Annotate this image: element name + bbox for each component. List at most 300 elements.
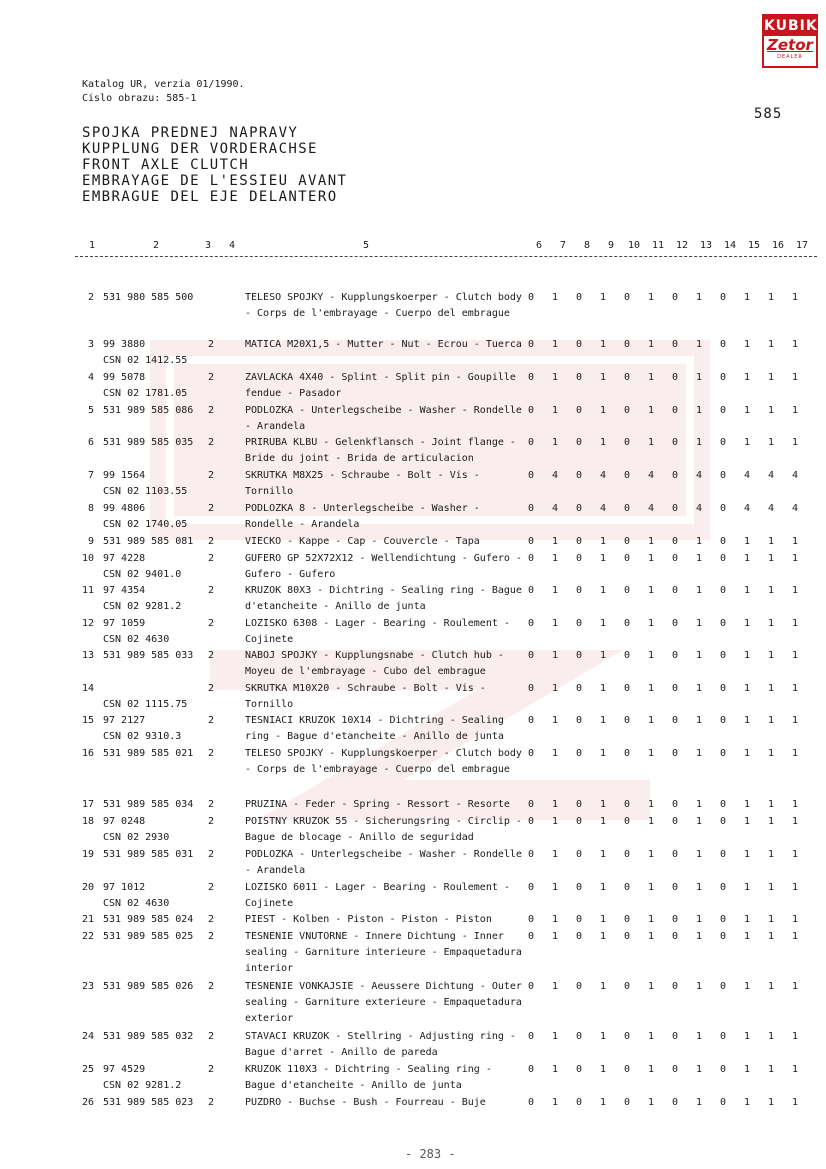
quantity-cell: 1 bbox=[599, 882, 607, 893]
quantity-cell: 1 bbox=[767, 1031, 775, 1042]
count-column: 2 bbox=[208, 585, 215, 596]
quantity-cell: 1 bbox=[791, 683, 799, 694]
figure-number: Cislo obrazu: 585-1 bbox=[82, 93, 197, 104]
quantity-cell: 1 bbox=[767, 683, 775, 694]
quantity-cell: 1 bbox=[767, 650, 775, 661]
count-column: 2 bbox=[208, 650, 215, 661]
quantity-cell: 1 bbox=[551, 1064, 559, 1075]
quantity-cell: 0 bbox=[671, 292, 679, 303]
quantity-cell: 1 bbox=[599, 1064, 607, 1075]
quantity-cell: 1 bbox=[767, 748, 775, 759]
quantity-cell: 1 bbox=[647, 931, 655, 942]
quantity-cell: 1 bbox=[599, 437, 607, 448]
quantity-cell: 0 bbox=[719, 683, 727, 694]
title-fr: EMBRAYAGE DE L'ESSIEU AVANT bbox=[82, 173, 348, 189]
quantity-cell: 4 bbox=[743, 470, 751, 481]
quantity-cell: 1 bbox=[551, 536, 559, 547]
quantity-cell: 1 bbox=[551, 715, 559, 726]
part-description: ZAVLACKA 4X40 - Splint - Split pin - Goupille fendue - Pasador bbox=[245, 372, 516, 399]
quantity-cell: 0 bbox=[719, 931, 727, 942]
quantity-cell: 0 bbox=[671, 981, 679, 992]
count-column: 2 bbox=[208, 553, 215, 564]
quantity-cell: 0 bbox=[719, 748, 727, 759]
part-code: 97 4354 CSN 02 9281.2 bbox=[103, 585, 182, 612]
part-code: 531 989 585 035 bbox=[103, 437, 194, 448]
quantity-cell: 1 bbox=[695, 882, 703, 893]
quantity-cell: 0 bbox=[623, 849, 631, 860]
quantity-cell: 1 bbox=[743, 683, 751, 694]
quantity-cell: 1 bbox=[791, 799, 799, 810]
quantity-cell: 0 bbox=[671, 470, 679, 481]
quantity-cell: 0 bbox=[719, 405, 727, 416]
quantity-cell: 1 bbox=[743, 553, 751, 564]
quantity-cell: 0 bbox=[575, 1064, 583, 1075]
quantity-cell: 1 bbox=[647, 981, 655, 992]
position-number: 8 bbox=[87, 503, 94, 514]
quantity-cell: 0 bbox=[575, 882, 583, 893]
quantity-cell: 1 bbox=[695, 981, 703, 992]
position-number: 3 bbox=[87, 339, 94, 350]
quantity-cell: 0 bbox=[719, 292, 727, 303]
count-column: 2 bbox=[208, 536, 215, 547]
position-number: 12 bbox=[81, 618, 94, 629]
quantity-cell: 0 bbox=[527, 1031, 535, 1042]
quantity-cell: 0 bbox=[623, 437, 631, 448]
quantity-cell: 0 bbox=[719, 536, 727, 547]
quantity-cell: 0 bbox=[527, 585, 535, 596]
quantity-cell: 1 bbox=[695, 715, 703, 726]
quantity-cell: 4 bbox=[743, 503, 751, 514]
quantity-cell: 1 bbox=[647, 849, 655, 860]
quantity-cell: 1 bbox=[695, 553, 703, 564]
quantity-cell: 1 bbox=[599, 405, 607, 416]
quantity-cell: 1 bbox=[551, 1097, 559, 1108]
count-column: 2 bbox=[208, 683, 215, 694]
col-header: 13 bbox=[700, 240, 713, 251]
quantity-cell: 1 bbox=[767, 585, 775, 596]
quantity-cell: 0 bbox=[575, 816, 583, 827]
quantity-cell: 1 bbox=[695, 849, 703, 860]
quantity-cell: 1 bbox=[767, 1097, 775, 1108]
position-number: 24 bbox=[81, 1031, 94, 1042]
quantity-cell: 1 bbox=[791, 585, 799, 596]
col-header: 10 bbox=[628, 240, 641, 251]
part-description: VIECKO - Kappe - Cap - Couvercle - Tapa bbox=[245, 536, 480, 547]
quantity-cell: 1 bbox=[599, 683, 607, 694]
quantity-cell: 0 bbox=[671, 503, 679, 514]
quantity-cell: 1 bbox=[791, 405, 799, 416]
quantity-cell: 1 bbox=[647, 536, 655, 547]
quantity-cell: 1 bbox=[695, 816, 703, 827]
count-column: 2 bbox=[208, 882, 215, 893]
col-header: 17 bbox=[796, 240, 809, 251]
count-column: 2 bbox=[208, 816, 215, 827]
quantity-cell: 1 bbox=[551, 650, 559, 661]
quantity-cell: 0 bbox=[719, 553, 727, 564]
quantity-cell: 1 bbox=[695, 1097, 703, 1108]
quantity-cell: 0 bbox=[527, 748, 535, 759]
count-column: 2 bbox=[208, 372, 215, 383]
quantity-cell: 0 bbox=[671, 1097, 679, 1108]
quantity-cell: 1 bbox=[695, 372, 703, 383]
quantity-cell: 1 bbox=[743, 799, 751, 810]
quantity-cell: 1 bbox=[767, 715, 775, 726]
quantity-cell: 0 bbox=[527, 339, 535, 350]
quantity-cell: 0 bbox=[575, 931, 583, 942]
quantity-cell: 0 bbox=[719, 1097, 727, 1108]
quantity-cell: 1 bbox=[791, 882, 799, 893]
part-code: 99 4806 CSN 02 1740.05 bbox=[103, 503, 188, 530]
part-description: SKRUTKA M10X20 - Schraube - Bolt - Vis - Tornillo bbox=[245, 683, 486, 710]
quantity-cell: 1 bbox=[767, 981, 775, 992]
quantity-cell: 0 bbox=[623, 715, 631, 726]
count-column: 2 bbox=[208, 931, 215, 942]
col-header: 1 bbox=[89, 240, 96, 251]
quantity-cell: 4 bbox=[551, 470, 559, 481]
quantity-cell: 1 bbox=[767, 1064, 775, 1075]
quantity-cell: 4 bbox=[695, 470, 703, 481]
col-header: 6 bbox=[536, 240, 543, 251]
quantity-cell: 1 bbox=[695, 1064, 703, 1075]
quantity-cell: 0 bbox=[671, 437, 679, 448]
quantity-cell: 1 bbox=[647, 372, 655, 383]
part-code: 531 989 585 024 bbox=[103, 914, 194, 925]
col-header: 5 bbox=[363, 240, 370, 251]
position-number: 5 bbox=[87, 405, 94, 416]
quantity-cell: 0 bbox=[671, 882, 679, 893]
quantity-cell: 0 bbox=[527, 931, 535, 942]
quantity-cell: 0 bbox=[671, 849, 679, 860]
quantity-cell: 0 bbox=[527, 849, 535, 860]
position-number: 18 bbox=[81, 816, 94, 827]
col-header: 8 bbox=[584, 240, 591, 251]
logo-bottom-text: DEALER bbox=[777, 54, 803, 60]
logo-top-text: KUBIK bbox=[764, 18, 818, 34]
quantity-cell: 1 bbox=[551, 816, 559, 827]
col-header: 9 bbox=[608, 240, 615, 251]
quantity-cell: 1 bbox=[647, 816, 655, 827]
quantity-cell: 1 bbox=[743, 372, 751, 383]
part-description: KRUZOK 80X3 - Dichtring - Sealing ring - Bague d'etancheite - Anillo de junta bbox=[245, 585, 522, 612]
quantity-cell: 1 bbox=[743, 931, 751, 942]
col-header: 16 bbox=[772, 240, 785, 251]
quantity-cell: 0 bbox=[671, 1031, 679, 1042]
quantity-cell: 0 bbox=[623, 503, 631, 514]
count-column: 2 bbox=[208, 1097, 215, 1108]
quantity-cell: 1 bbox=[551, 799, 559, 810]
quantity-cell: 4 bbox=[791, 503, 799, 514]
quantity-cell: 1 bbox=[599, 981, 607, 992]
position-number: 11 bbox=[81, 585, 94, 596]
quantity-cell: 0 bbox=[623, 339, 631, 350]
catalog-meta bbox=[82, 78, 245, 106]
position-number: 22 bbox=[81, 931, 94, 942]
quantity-cell: 0 bbox=[623, 816, 631, 827]
kubik-zetor-logo bbox=[762, 14, 818, 68]
quantity-cell: 0 bbox=[527, 437, 535, 448]
part-description: TESNENIE VNUTORNE - Innere Dichtung - Inner sealing - Garniture interieure - Empaquetadura interior bbox=[245, 931, 522, 974]
count-column: 2 bbox=[208, 339, 215, 350]
quantity-cell: 1 bbox=[695, 339, 703, 350]
count-column: 2 bbox=[208, 981, 215, 992]
part-code: 99 1564 CSN 02 1103.55 bbox=[103, 470, 188, 497]
title-en: FRONT AXLE CLUTCH bbox=[82, 157, 250, 173]
quantity-cell: 0 bbox=[575, 748, 583, 759]
part-code: 97 2127 CSN 02 9310.3 bbox=[103, 715, 182, 742]
quantity-cell: 0 bbox=[527, 618, 535, 629]
part-description: MATICA M20X1,5 - Mutter - Nut - Ecrou - Tuerca bbox=[245, 339, 522, 350]
quantity-cell: 1 bbox=[767, 931, 775, 942]
part-description: PRIRUBA KLBU - Gelenkflansch - Joint flange - Bride du joint - Brida de articulacion bbox=[245, 437, 516, 464]
quantity-cell: 1 bbox=[599, 849, 607, 860]
quantity-cell: 0 bbox=[671, 536, 679, 547]
part-description: KRUZOK 110X3 - Dichtring - Sealing ring - Bague d'etancheite - Anillo de junta bbox=[245, 1064, 492, 1091]
quantity-cell: 0 bbox=[671, 748, 679, 759]
quantity-cell: 1 bbox=[767, 849, 775, 860]
quantity-cell: 0 bbox=[719, 1031, 727, 1042]
quantity-cell: 4 bbox=[695, 503, 703, 514]
count-column: 2 bbox=[208, 715, 215, 726]
quantity-cell: 1 bbox=[599, 618, 607, 629]
part-description: PODLOZKA - Unterlegscheibe - Washer - Rondelle - Arandela bbox=[245, 849, 522, 876]
quantity-cell: 0 bbox=[575, 292, 583, 303]
quantity-cell: 1 bbox=[599, 553, 607, 564]
quantity-cell: 1 bbox=[791, 748, 799, 759]
part-code: CSN 02 1115.75 bbox=[103, 699, 188, 710]
page-code: 585 bbox=[754, 106, 783, 122]
position-number: 16 bbox=[81, 748, 94, 759]
quantity-cell: 0 bbox=[671, 816, 679, 827]
part-description: LOZISKO 6011 - Lager - Bearing - Roulement - Cojinete bbox=[245, 882, 510, 909]
quantity-cell: 0 bbox=[623, 1097, 631, 1108]
quantity-cell: 0 bbox=[719, 503, 727, 514]
quantity-cell: 4 bbox=[599, 503, 607, 514]
part-code: 531 989 585 031 bbox=[103, 849, 194, 860]
quantity-cell: 1 bbox=[599, 816, 607, 827]
position-number: 25 bbox=[81, 1064, 94, 1075]
quantity-cell: 1 bbox=[743, 1097, 751, 1108]
quantity-cell: 0 bbox=[527, 650, 535, 661]
quantity-cell: 0 bbox=[623, 799, 631, 810]
quantity-cell: 1 bbox=[647, 683, 655, 694]
quantity-cell: 1 bbox=[647, 1031, 655, 1042]
quantity-cell: 1 bbox=[599, 748, 607, 759]
quantity-cell: 0 bbox=[623, 553, 631, 564]
quantity-cell: 1 bbox=[791, 849, 799, 860]
quantity-cell: 1 bbox=[791, 1097, 799, 1108]
quantity-cell: 0 bbox=[671, 914, 679, 925]
quantity-cell: 1 bbox=[695, 914, 703, 925]
part-description: PODLOZKA - Unterlegscheibe - Washer - Rondelle - Arandela bbox=[245, 405, 522, 432]
quantity-cell: 1 bbox=[647, 553, 655, 564]
quantity-cell: 1 bbox=[767, 553, 775, 564]
quantity-cell: 1 bbox=[599, 292, 607, 303]
quantity-cell: 0 bbox=[527, 914, 535, 925]
quantity-cell: 0 bbox=[527, 372, 535, 383]
quantity-cell: 4 bbox=[767, 503, 775, 514]
quantity-cell: 1 bbox=[599, 931, 607, 942]
part-code: 99 3880 CSN 02 1412.55 bbox=[103, 339, 188, 366]
quantity-cell: 1 bbox=[791, 1064, 799, 1075]
quantity-cell: 0 bbox=[671, 650, 679, 661]
quantity-cell: 1 bbox=[551, 931, 559, 942]
quantity-cell: 1 bbox=[695, 618, 703, 629]
quantity-cell: 1 bbox=[647, 715, 655, 726]
quantity-cell: 0 bbox=[575, 503, 583, 514]
quantity-cell: 0 bbox=[671, 585, 679, 596]
quantity-cell: 1 bbox=[647, 1064, 655, 1075]
quantity-cell: 0 bbox=[623, 981, 631, 992]
quantity-cell: 4 bbox=[647, 470, 655, 481]
position-number: 14 bbox=[81, 683, 94, 694]
quantity-cell: 0 bbox=[719, 618, 727, 629]
quantity-cell: 1 bbox=[767, 339, 775, 350]
quantity-cell: 0 bbox=[623, 914, 631, 925]
part-code: 531 989 585 033 bbox=[103, 650, 194, 661]
part-code: 97 4228 CSN 02 9401.0 bbox=[103, 553, 182, 580]
part-code: 97 0248 CSN 02 2930 bbox=[103, 816, 170, 843]
quantity-cell: 0 bbox=[671, 618, 679, 629]
count-column: 2 bbox=[208, 437, 215, 448]
quantity-cell: 0 bbox=[671, 683, 679, 694]
quantity-cell: 1 bbox=[647, 618, 655, 629]
quantity-cell: 0 bbox=[527, 536, 535, 547]
quantity-cell: 1 bbox=[551, 849, 559, 860]
quantity-cell: 1 bbox=[791, 553, 799, 564]
quantity-cell: 1 bbox=[743, 882, 751, 893]
position-number: 21 bbox=[81, 914, 94, 925]
quantity-cell: 0 bbox=[623, 536, 631, 547]
quantity-cell: 1 bbox=[647, 799, 655, 810]
quantity-cell: 0 bbox=[575, 437, 583, 448]
quantity-cell: 1 bbox=[551, 292, 559, 303]
quantity-cell: 1 bbox=[647, 748, 655, 759]
part-code: 531 989 585 026 bbox=[103, 981, 194, 992]
count-column: 2 bbox=[208, 405, 215, 416]
quantity-cell: 1 bbox=[695, 1031, 703, 1042]
quantity-cell: 1 bbox=[791, 981, 799, 992]
quantity-cell: 1 bbox=[695, 437, 703, 448]
quantity-cell: 0 bbox=[575, 715, 583, 726]
position-number: 10 bbox=[81, 553, 94, 564]
quantity-cell: 4 bbox=[551, 503, 559, 514]
part-code: 97 1059 CSN 02 4630 bbox=[103, 618, 170, 645]
quantity-cell: 1 bbox=[551, 882, 559, 893]
quantity-cell: 1 bbox=[767, 816, 775, 827]
quantity-cell: 1 bbox=[647, 437, 655, 448]
quantity-cell: 0 bbox=[575, 799, 583, 810]
part-code: 531 989 585 025 bbox=[103, 931, 194, 942]
quantity-cell: 0 bbox=[575, 339, 583, 350]
position-number: 26 bbox=[81, 1097, 94, 1108]
quantity-cell: 0 bbox=[671, 715, 679, 726]
quantity-cell: 0 bbox=[575, 553, 583, 564]
quantity-cell: 0 bbox=[719, 339, 727, 350]
quantity-cell: 0 bbox=[527, 882, 535, 893]
quantity-cell: 1 bbox=[551, 618, 559, 629]
quantity-cell: 0 bbox=[527, 553, 535, 564]
quantity-cell: 0 bbox=[527, 292, 535, 303]
title-de: KUPPLUNG DER VORDERACHSE bbox=[82, 141, 318, 157]
quantity-cell: 0 bbox=[575, 683, 583, 694]
quantity-cell: 1 bbox=[695, 292, 703, 303]
quantity-cell: 1 bbox=[695, 748, 703, 759]
position-number: 15 bbox=[81, 715, 94, 726]
part-description: PODLOZKA 8 - Unterlegscheibe - Washer - Rondelle - Arandela bbox=[245, 503, 480, 530]
quantity-cell: 1 bbox=[791, 816, 799, 827]
quantity-cell: 1 bbox=[647, 650, 655, 661]
quantity-cell: 0 bbox=[527, 405, 535, 416]
quantity-cell: 1 bbox=[599, 536, 607, 547]
part-description: TELESO SPOJKY - Kupplungskoerper - Clutch body - Corps de l'embrayage - Cuerpo del embrague bbox=[245, 748, 522, 775]
quantity-cell: 0 bbox=[719, 1064, 727, 1075]
quantity-cell: 1 bbox=[791, 292, 799, 303]
title-block bbox=[82, 125, 347, 205]
quantity-cell: 1 bbox=[551, 683, 559, 694]
quantity-cell: 1 bbox=[743, 816, 751, 827]
quantity-cell: 1 bbox=[791, 618, 799, 629]
quantity-cell: 1 bbox=[791, 914, 799, 925]
part-code: 531 980 585 500 bbox=[103, 292, 194, 303]
quantity-cell: 4 bbox=[767, 470, 775, 481]
quantity-cell: 1 bbox=[743, 292, 751, 303]
quantity-cell: 4 bbox=[599, 470, 607, 481]
quantity-cell: 1 bbox=[791, 372, 799, 383]
quantity-cell: 1 bbox=[647, 914, 655, 925]
part-description: STAVACI KRUZOK - Stellring - Adjusting ring - Bague d'arret - Anillo de pareda bbox=[245, 1031, 516, 1058]
quantity-cell: 1 bbox=[647, 292, 655, 303]
quantity-cell: 0 bbox=[719, 816, 727, 827]
quantity-cell: 1 bbox=[695, 799, 703, 810]
catalog-version: Katalog UR, verzia 01/1990. bbox=[82, 79, 245, 90]
col-header: 11 bbox=[652, 240, 665, 251]
count-column: 2 bbox=[208, 618, 215, 629]
quantity-cell: 0 bbox=[719, 437, 727, 448]
quantity-cell: 0 bbox=[623, 1031, 631, 1042]
quantity-cell: 1 bbox=[791, 931, 799, 942]
count-column: 2 bbox=[208, 799, 215, 810]
quantity-cell: 1 bbox=[767, 372, 775, 383]
position-number: 19 bbox=[81, 849, 94, 860]
position-number: 17 bbox=[81, 799, 94, 810]
quantity-cell: 1 bbox=[743, 715, 751, 726]
col-header: 4 bbox=[229, 240, 236, 251]
position-number: 13 bbox=[81, 650, 94, 661]
quantity-cell: 0 bbox=[671, 339, 679, 350]
quantity-cell: 1 bbox=[743, 1031, 751, 1042]
quantity-cell: 1 bbox=[599, 914, 607, 925]
quantity-cell: 0 bbox=[575, 1097, 583, 1108]
part-description: NABOJ SPOJKY - Kupplungsnabe - Clutch hub - Moyeu de l'embrayage - Cubo del embrague bbox=[245, 650, 504, 677]
quantity-cell: 4 bbox=[791, 470, 799, 481]
count-column: 2 bbox=[208, 849, 215, 860]
quantity-cell: 0 bbox=[719, 715, 727, 726]
quantity-cell: 0 bbox=[527, 799, 535, 810]
quantity-cell: 0 bbox=[527, 715, 535, 726]
part-description: TESNENIE VONKAJSIE - Aeussere Dichtung - Outer sealing - Garniture exterieure - Empaquetadura exterior bbox=[245, 981, 522, 1024]
quantity-cell: 1 bbox=[599, 650, 607, 661]
quantity-cell: 1 bbox=[599, 799, 607, 810]
quantity-cell: 0 bbox=[719, 372, 727, 383]
part-description: PIEST - Kolben - Piston - Piston - Piston bbox=[245, 914, 492, 925]
position-number: 7 bbox=[87, 470, 94, 481]
quantity-cell: 1 bbox=[695, 683, 703, 694]
position-number: 4 bbox=[87, 372, 94, 383]
quantity-cell: 1 bbox=[767, 799, 775, 810]
quantity-cell: 1 bbox=[743, 437, 751, 448]
part-description: TESNIACI KRUZOK 10X14 - Dichtring - Sealing ring - Bague d'etancheite - Anillo de junta bbox=[245, 715, 504, 742]
part-code: 531 989 585 023 bbox=[103, 1097, 194, 1108]
